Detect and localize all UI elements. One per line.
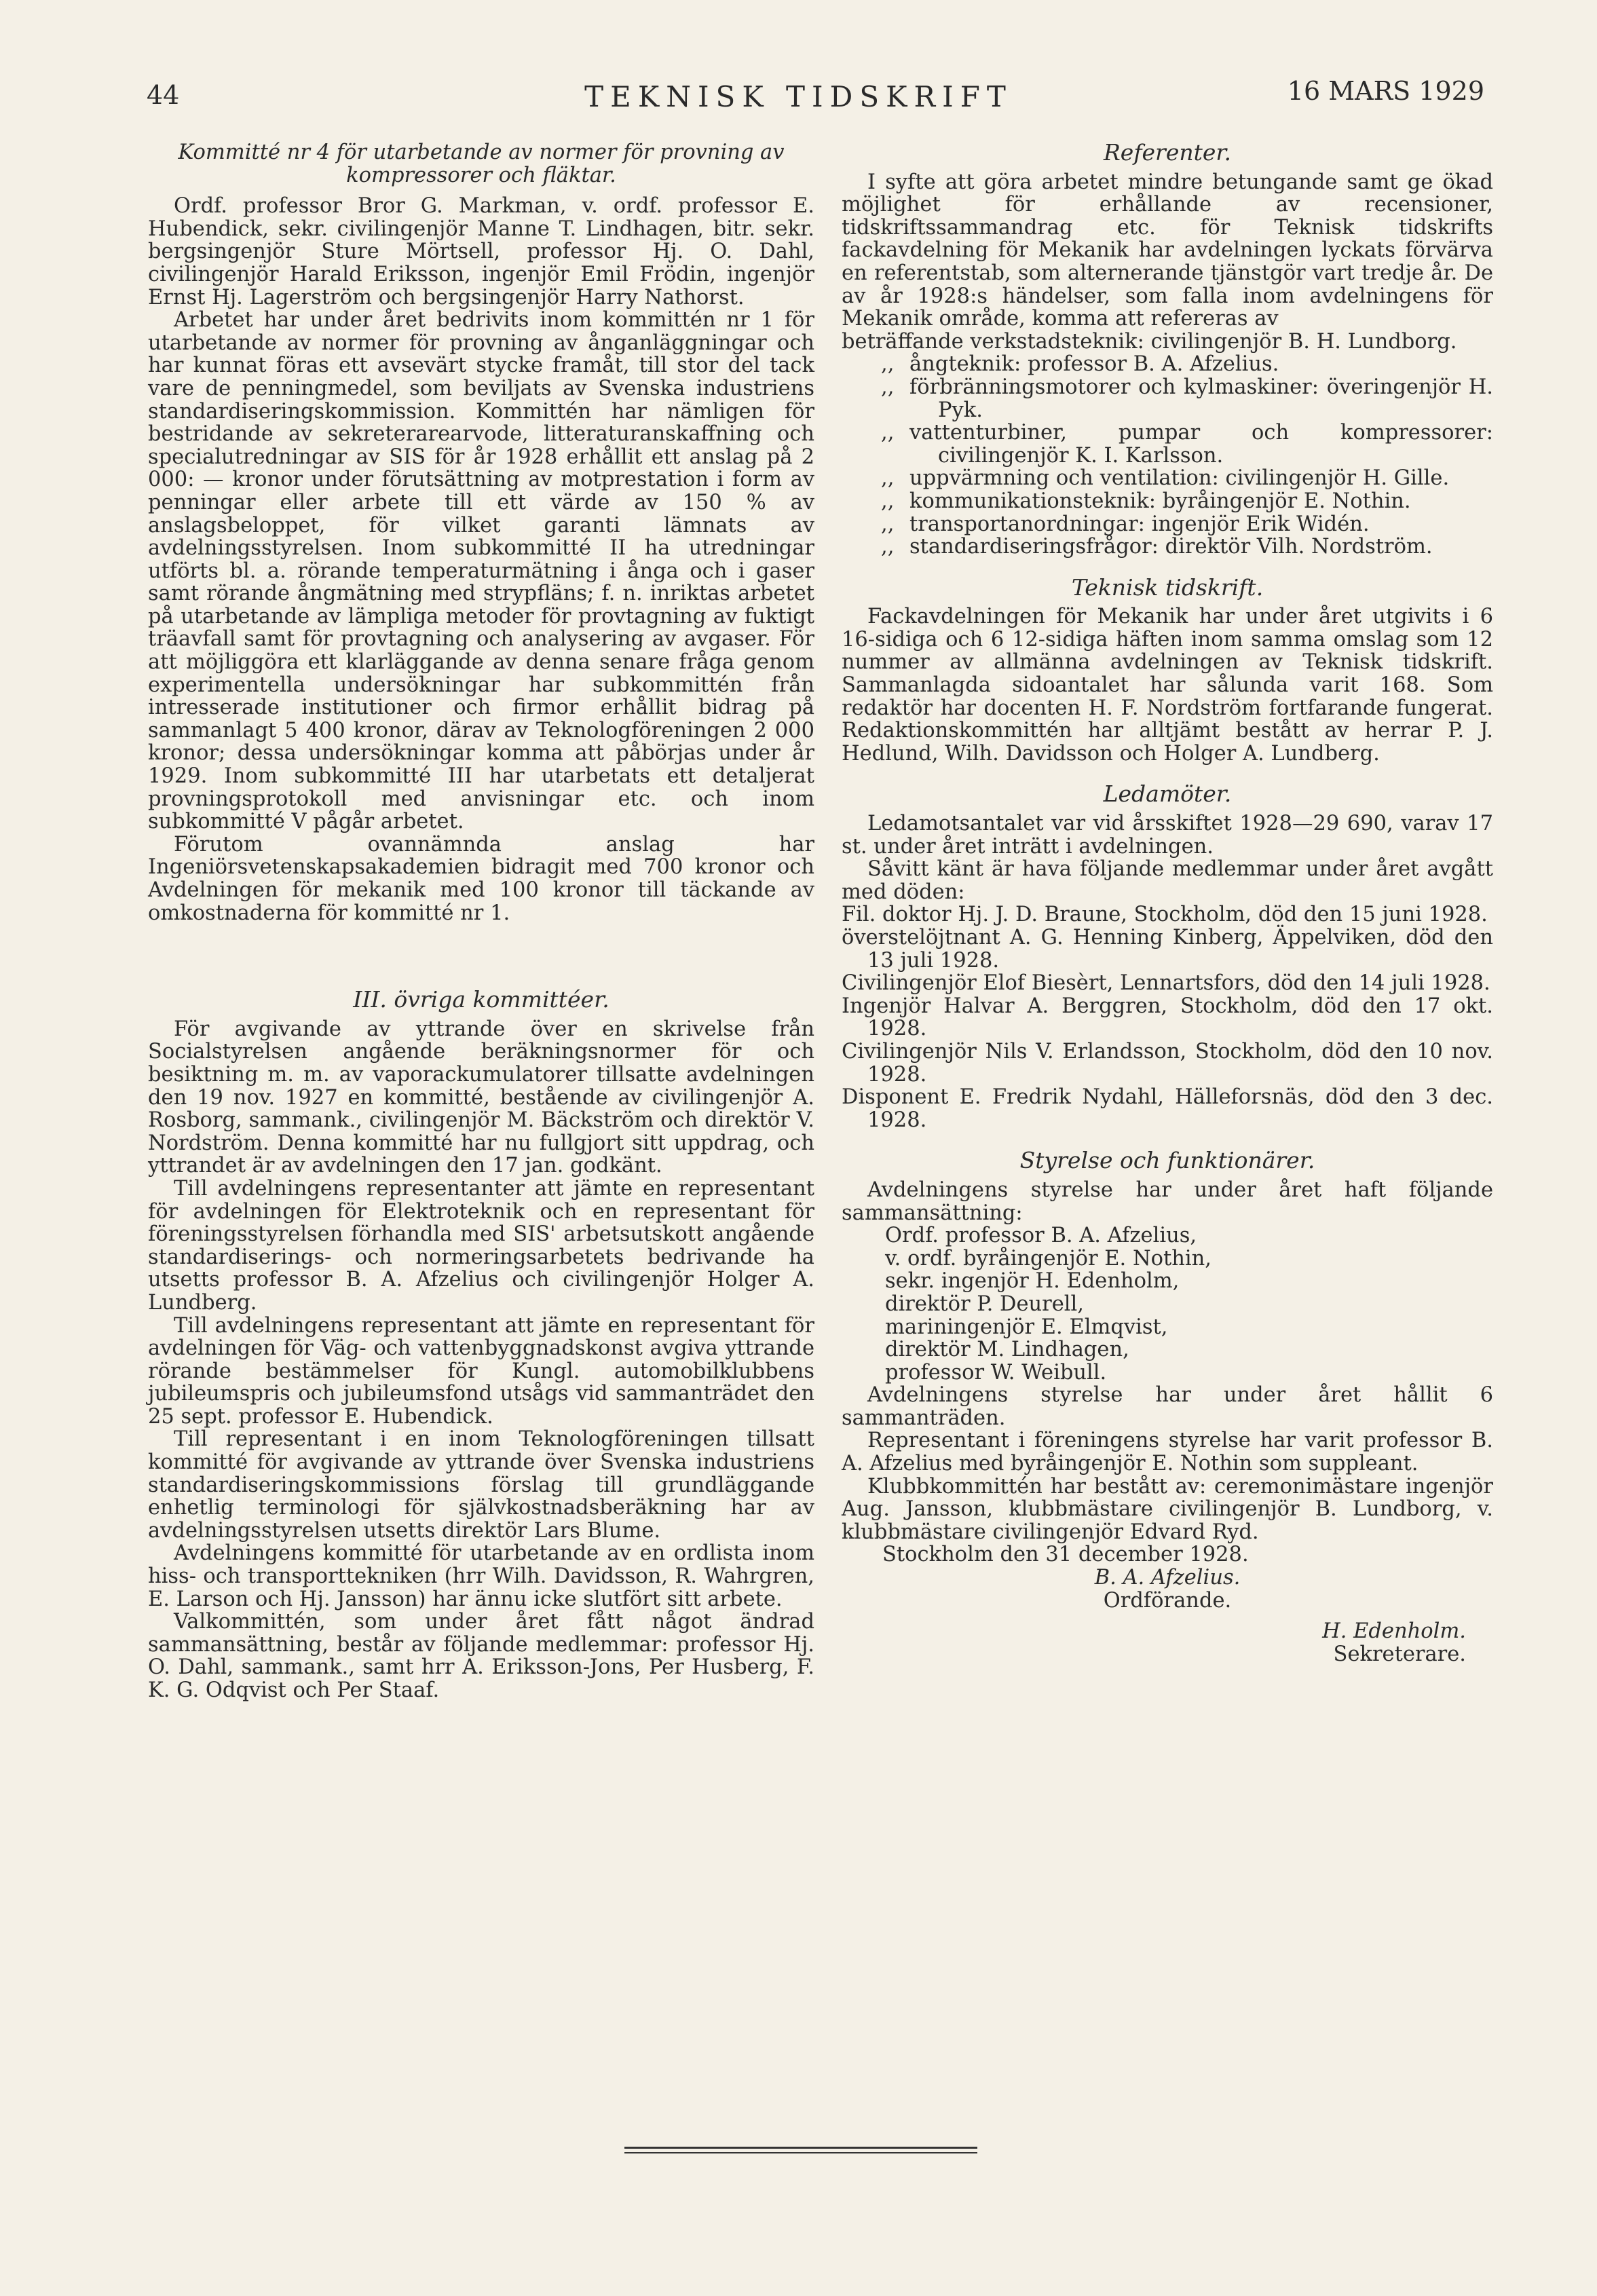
paragraph: Ledamotsantalet var vid årsskiftet 1928—29 690, varav 17 st. under året inträtt i avdelningen. (842, 812, 1493, 859)
obituary-item: Civilingenjör Elof Biesèrt, Lennartsfors, död den 14 juli 1928. (842, 971, 1490, 996)
referent-item: ,, uppvärmning och ventilation: civilingenjör H. Gille. (842, 467, 1493, 490)
signature-chair-name: B. A. Afzelius. (1094, 1566, 1241, 1590)
paragraph: Klubbkommittén har bestått av: ceremonimästare ingenjör Aug. Jansson, klubbmästare civilingenjör B. Lundborg, v. klubbmästare civilingenjör Edvard Ryd. (842, 1474, 1493, 1544)
paragraph: Avdelningens styrelse har under året hållit 6 sammanträden. (842, 1383, 1493, 1430)
paragraph: Valkommittén, som under året fått något ändrad sammansättning, består av följande medlemmar: professor Hj. O. Dahl, sammank., samt hrr A. Eriksson-Jons, Per Husberg, F. K. G. Odqvist och Per Staaf. (148, 1610, 814, 1702)
journal-title: TEKNISK TIDSKRIFT (584, 80, 1013, 113)
ditto-mark: ,, (881, 352, 895, 377)
paragraph: I syfte att göra arbetet mindre betungande samt ge ökad möjlighet för erhållande av recensioner, tidskriftssammandrag etc. för Teknisk tidskrifts fackavdelning för Mekanik har avdelningen lyckats förvärva en referentstab, som alternerande tjänstgör vart tredje år. De av år 1928:s händelser, som falla inom avdelningens för Mekanik område, komma att refereras av (842, 170, 1493, 331)
paragraph: Representant i föreningens styrelse har varit professor B. A. Afzelius med byråingenjör E. Nothin som suppleant. (842, 1429, 1493, 1476)
signature-secretary-name: H. Edenholm. (1322, 1619, 1466, 1644)
paragraph: Till representant i en inom Teknologföreningen tillsatt kommitté för avgivande av yttrande över Svenska industriens standardiseringskommissions förslag till grundläggande enhetlig terminologi för självkostnadsberäkning har av avdelningsstyrelsen utsetts direktör Lars Blume. (148, 1427, 814, 1543)
board-member: mariningenjör E. Elmqvist, (885, 1315, 1168, 1339)
board-member: v. ordf. byråingenjör E. Nothin, (885, 1246, 1211, 1271)
section-title-referents: Referenter. (1103, 139, 1232, 166)
obituary-item: Fil. doktor Hj. J. D. Braune, Stockholm, död den 15 juni 1928. (842, 903, 1488, 927)
end-rule (624, 2152, 977, 2153)
obituary-item: Ingenjör Halvar A. Berggren, Stockholm, död den 17 okt. 1928. (842, 994, 1493, 1041)
ditto-mark: ,, (881, 512, 895, 536)
referent-item: ,, ångteknik: professor B. A. Afzelius. (842, 353, 1493, 376)
ditto-mark: ,, (881, 535, 895, 559)
section-title-other-committees: III. övriga kommittéer. (353, 986, 609, 1013)
signature-secretary-title: Sekreterare. (1333, 1642, 1466, 1666)
ditto-mark: ,, (881, 375, 895, 399)
referent-item: ,, kommunikationsteknik: byråingenjör E. Nothin. (842, 490, 1493, 513)
paragraph: Förutom ovannämnda anslag har Ingeniörsvetenskapsakademien bidragit med 700 kronor och Avdelningen för mekanik med 100 kronor till täckande av omkostnaderna för kommitté nr 1. (148, 832, 814, 925)
ditto-mark: ,, (881, 421, 895, 445)
issue-date: 16 MARS 1929 (1287, 76, 1484, 106)
board-member: sekr. ingenjör H. Edenholm, (885, 1269, 1180, 1294)
left-column (148, 141, 814, 1702)
referent-item: ,, förbränningsmotorer och kylmaskiner: överingenjör H. Pyk. (842, 376, 1493, 421)
signature-chair-title: Ordförande. (1103, 1588, 1232, 1613)
section-title-members: Ledamöter. (1103, 780, 1232, 808)
board-member: Ordf. professor B. A. Afzelius, (885, 1224, 1197, 1248)
paragraph: Såvitt känt är hava följande medlemmar under året avgått med döden: (842, 857, 1493, 904)
paragraph: Arbetet har under året bedrivits inom kommittén nr 1 för utarbetande av normer för provning av ånganläggningar och har kunnat föras ett avsevärt stycke framåt, till stor del tack vare de penningmedel, som beviljats av Svenska industriens standardiseringskommission. Kommittén har nämligen för bestridande av sekreterarearvode, litteraturanskaffning och specialutredningar av SIS för år 1928 erhållit ett anslag på 2 000: — kronor under förutsättning av motprestation i form av penningar eller arbete till ett värde av 150 % av anslagsbeloppet, för vilket garanti lämnats av avdelningsstyrelsen. Inom subkommitté II ha utredningar utförts bl. a. rörande temperaturmätning i ånga och i gaser samt rörande ångmätning med strypfläns; f. n. inriktas arbetet på utarbetande av lämpliga metoder för provtagning av fuktigt träavfall samt för provtagning och analysering av avgaser. För att möjliggöra ett klarläggande av denna senare fråga genom experimentella undersökningar har subkommittén från intresserade institutioner och firmor erhållit bidrag på sammanlagt 5 400 kronor, därav av Teknologföreningen 2 000 kronor; dessa undersökningar komma att påbörjas under år 1929. Inom subkommitté III har utarbetats ett detaljerat provningsprotokoll med anvisningar etc. och inom subkommitté V pågår arbetet. (148, 308, 814, 834)
page-header (0, 76, 1597, 121)
page-number: 44 (147, 80, 180, 110)
paragraph: Till avdelningens representant att jämte en representant för avdelningen för Väg- och vattenbyggnadskonst avgiva yttrande rörande bestämmelser för Kungl. automobilklubbens jubileumspris och jubileumsfond utsågs vid sammanträdet den 25 sept. professor E. Hubendick. (148, 1313, 814, 1429)
referent-item: ,, transportanordningar: ingenjör Erik Widén. (842, 513, 1493, 536)
right-column (842, 141, 1493, 1665)
board-member: professor W. Weibull. (885, 1360, 1107, 1385)
board-member: direktör M. Lindhagen, (885, 1338, 1129, 1362)
place-date: Stockholm den 31 december 1928. (882, 1543, 1249, 1567)
referent-item: ,, standardiseringsfrågor: direktör Vilh. Nordström. (842, 535, 1493, 559)
section-title-teknisk-tidskrift: Teknisk tidskrift. (1071, 573, 1264, 601)
ditto-mark: ,, (881, 466, 895, 491)
paragraph: Avdelningens kommitté för utarbetande av en ordlista inom hiss- och transporttekniken (hrr Wilh. Davidsson, R. Wahrgren, E. Larson och Hj. Jansson) har ännu icke slutfört sitt arbete. (148, 1541, 814, 1611)
paragraph: För avgivande av yttrande över en skrivelse från Socialstyrelsen angående beräkningsnormer för och besiktning m. m. av vaporackumulatorer tillsatte avdelningen den 19 nov. 1927 en kommitté, bestående av civilingenjör A. Rosborg, sammank., civilingenjör M. Bäckström och direktör V. Nordström. Denna kommitté har nu fullgjort sitt uppdrag, och yttrandet är av avdelningen den 17 jan. godkänt. (148, 1017, 814, 1178)
obituary-item: Disponent E. Fredrik Nydahl, Hälleforsnäs, död den 3 dec. 1928. (842, 1085, 1493, 1132)
committee4-title: Kommitté nr 4 för utarbetande av normer för provning av kompressorer och fläktar. (178, 140, 785, 187)
board-member: direktör P. Deurell, (885, 1292, 1084, 1316)
obituary-item: Civilingenjör Nils V. Erlandsson, Stockholm, död den 10 nov. 1928. (842, 1039, 1493, 1087)
obituary-item: överstelöjtnant A. G. Henning Kinberg, Äppelviken, död den 13 juli 1928. (842, 926, 1493, 973)
section-title-board: Styrelse och funktionärer. (1019, 1147, 1315, 1174)
paragraph: Till avdelningens representanter att jämte en representant för avdelningen för Elektroteknik och en representant för föreningsstyrelsen förhandla med SIS' arbetsutskott angående standardiserings- och normeringsarbetets bedrivande ha utsetts professor B. A. Afzelius och civilingenjör Holger A. Lundberg. (148, 1176, 814, 1315)
referent-item: beträffande verkstadsteknik: civilingenjör B. H. Lundborg. (842, 329, 1457, 354)
paragraph: Fackavdelningen för Mekanik har under året utgivits i 6 16-sidiga och 6 12-sidiga häften inom samma omslag som 12 nummer av allmänna avdelningen av Teknisk tidskrift. Sammanlagda sidoantalet har sålunda varit 168. Som redaktör har docenten H. F. Nordström fortfarande fungerat. Redaktionskommittén har alltjämt bestått av herrar P. J. Hedlund, Wilh. Davidsson och Holger A. Lundberg. (842, 605, 1493, 766)
ditto-mark: ,, (881, 489, 895, 513)
end-rule (624, 2147, 977, 2149)
committee4-members: Ordf. professor Bror G. Markman, v. ordf. professor E. Hubendick, sekr. civilingenjör Manne T. Lindhagen, bitr. sekr. bergsingenjör Sture Mörtsell, professor Hj. O. Dahl, civilingenjör Harald Eriksson, ingenjör Emil Frödin, ingenjör Ernst Hj. Lagerström och bergsingenjör Harry Nathorst. (148, 194, 814, 309)
referent-item: ,, vattenturbiner, pumpar och kompressorer: civilingenjör K. I. Karlsson. (842, 421, 1493, 467)
paragraph: Avdelningens styrelse har under året haft följande sammansättning: (842, 1178, 1493, 1225)
